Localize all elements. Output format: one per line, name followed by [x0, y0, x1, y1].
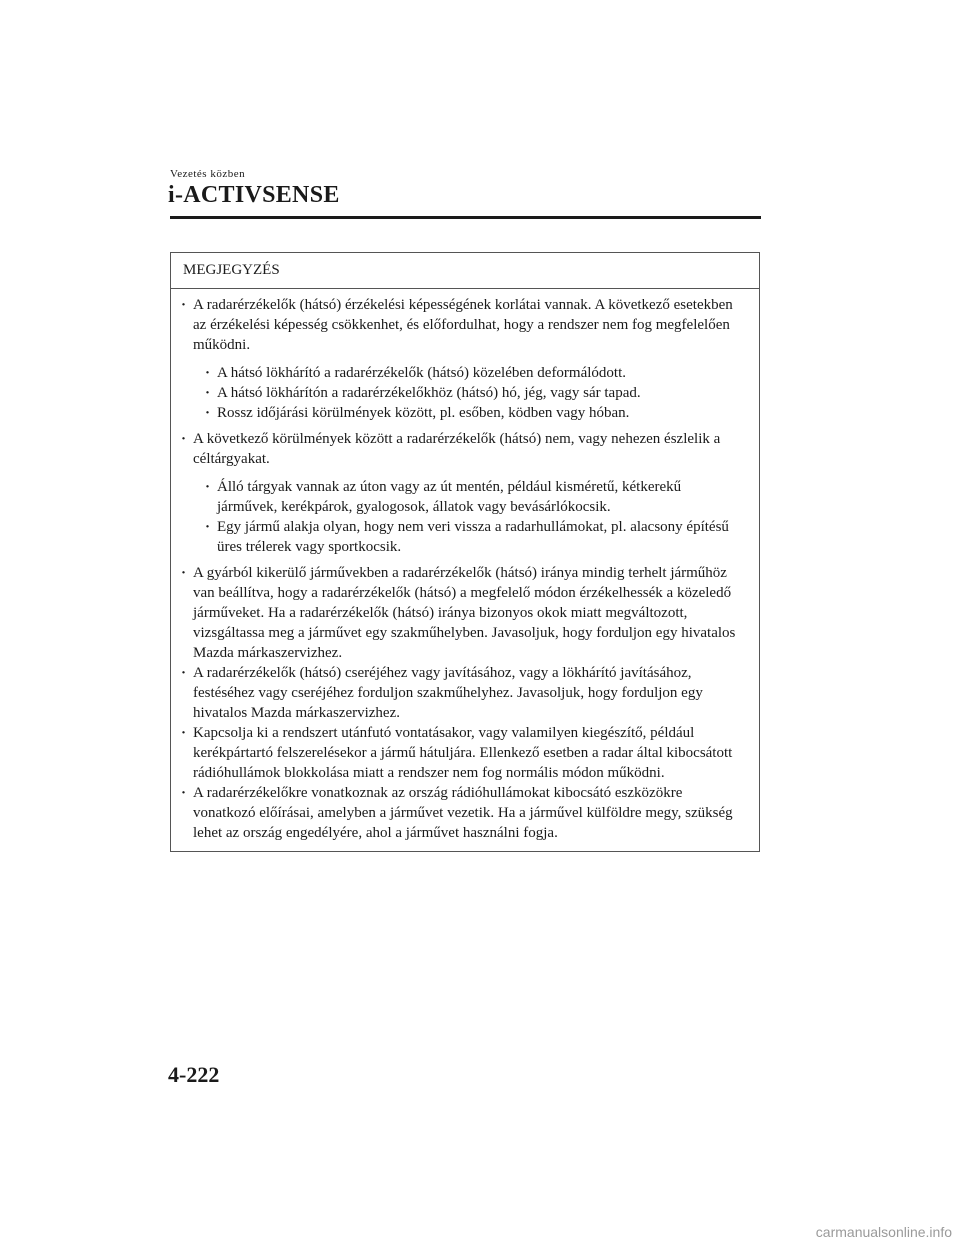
note-sublist-conditions — [193, 363, 745, 423]
note-heading: MEGJEGYZÉS — [171, 253, 759, 289]
note-body — [171, 289, 759, 851]
page-number: 4-222 — [168, 1062, 220, 1087]
note-item-towing: · Kapcsolja ki a rendszert utánfutó vontatásakor, vagy valamilyen kiegészítő, például kerékpártartó felszerelésekor a jármű hátuljára. Ellenkező esetben a radar által kibocsátott rádióhullámok blokkolása miatt a rendszer nem fog normális módon működni. — [181, 723, 745, 783]
note-subitem: · Álló tárgyak vannak az úton vagy az út mentén, például kisméretű, kétkerekű járművek, kerékpárok, gyalogosok, állatok vagy bevásárlókocsik. — [205, 477, 745, 517]
note-sublist-targets — [193, 477, 745, 557]
note-item-text: A következő körülmények között a radarérzékelők (hátsó) nem, vagy nehezen észlelik a céltárgyakat. — [193, 431, 721, 467]
note-item-sensor-direction: · A gyárból kikerülő járművekben a radarérzékelők (hátsó) iránya mindig terhelt járműhöz van beállítva, hogy a radarérzékelők (hátsó) a megfelelő módon érzékelhessék a közeledő járműveket. Ha a radarérzékelők (hátsó) iránya bizonyos okok miatt megváltozott, vizsgáltassa meg a járművet egy szakműhelyben. Javasoljuk, hogy forduljon egy hivatalos Mazda márkaszervizhez. — [181, 563, 745, 663]
page-title: i-ACTIVSENSE — [168, 182, 340, 208]
note-item-sensor-limits — [181, 295, 745, 423]
note-item-text: A radarérzékelők (hátsó) érzékelési képességének korlátai vannak. A következő esetekben az érzékelési képesség csökkenhet, és előfordulhat, hogy a rendszer nem fog megfelelően működni. — [193, 297, 733, 353]
watermark: carmanualsonline.info — [815, 1224, 952, 1240]
note-item-regulations: · A radarérzékelőkre vonatkoznak az ország rádióhullámokat kibocsátó eszközökre vonatkozó előírásai, amelyben a járművet vezetik. Ha a járművel külföldre megy, szükség lehet az ország engedélyére, ahol a járművet használni fogja. — [181, 783, 745, 843]
note-item-repair: · A radarérzékelők (hátsó) cseréjéhez vagy javításához, vagy a lökhárító javításához, festéséhez vagy cseréjéhez forduljon szakműhelyhez. Javasoljuk, hogy forduljon egy hivatalos Mazda márkaszervizhez. — [181, 663, 745, 723]
note-list — [181, 295, 745, 843]
section-label: Vezetés közben — [170, 168, 246, 180]
note-item-detection-difficulty — [181, 429, 745, 557]
note-subitem: · Egy jármű alakja olyan, hogy nem veri vissza a radarhullámokat, pl. alacsony építésű üres trélerek vagy sportkocsik. — [205, 517, 745, 557]
note-subitem: · A hátsó lökhárító a radarérzékelők (hátsó) közelében deformálódott. — [205, 363, 745, 383]
note-subitem: · Rossz időjárási körülmények között, pl. esőben, ködben vagy hóban. — [205, 403, 745, 423]
note-box — [170, 252, 760, 852]
title-divider — [170, 216, 761, 219]
note-subitem: · A hátsó lökhárítón a radarérzékelőkhöz (hátsó) hó, jég, vagy sár tapad. — [205, 383, 745, 403]
